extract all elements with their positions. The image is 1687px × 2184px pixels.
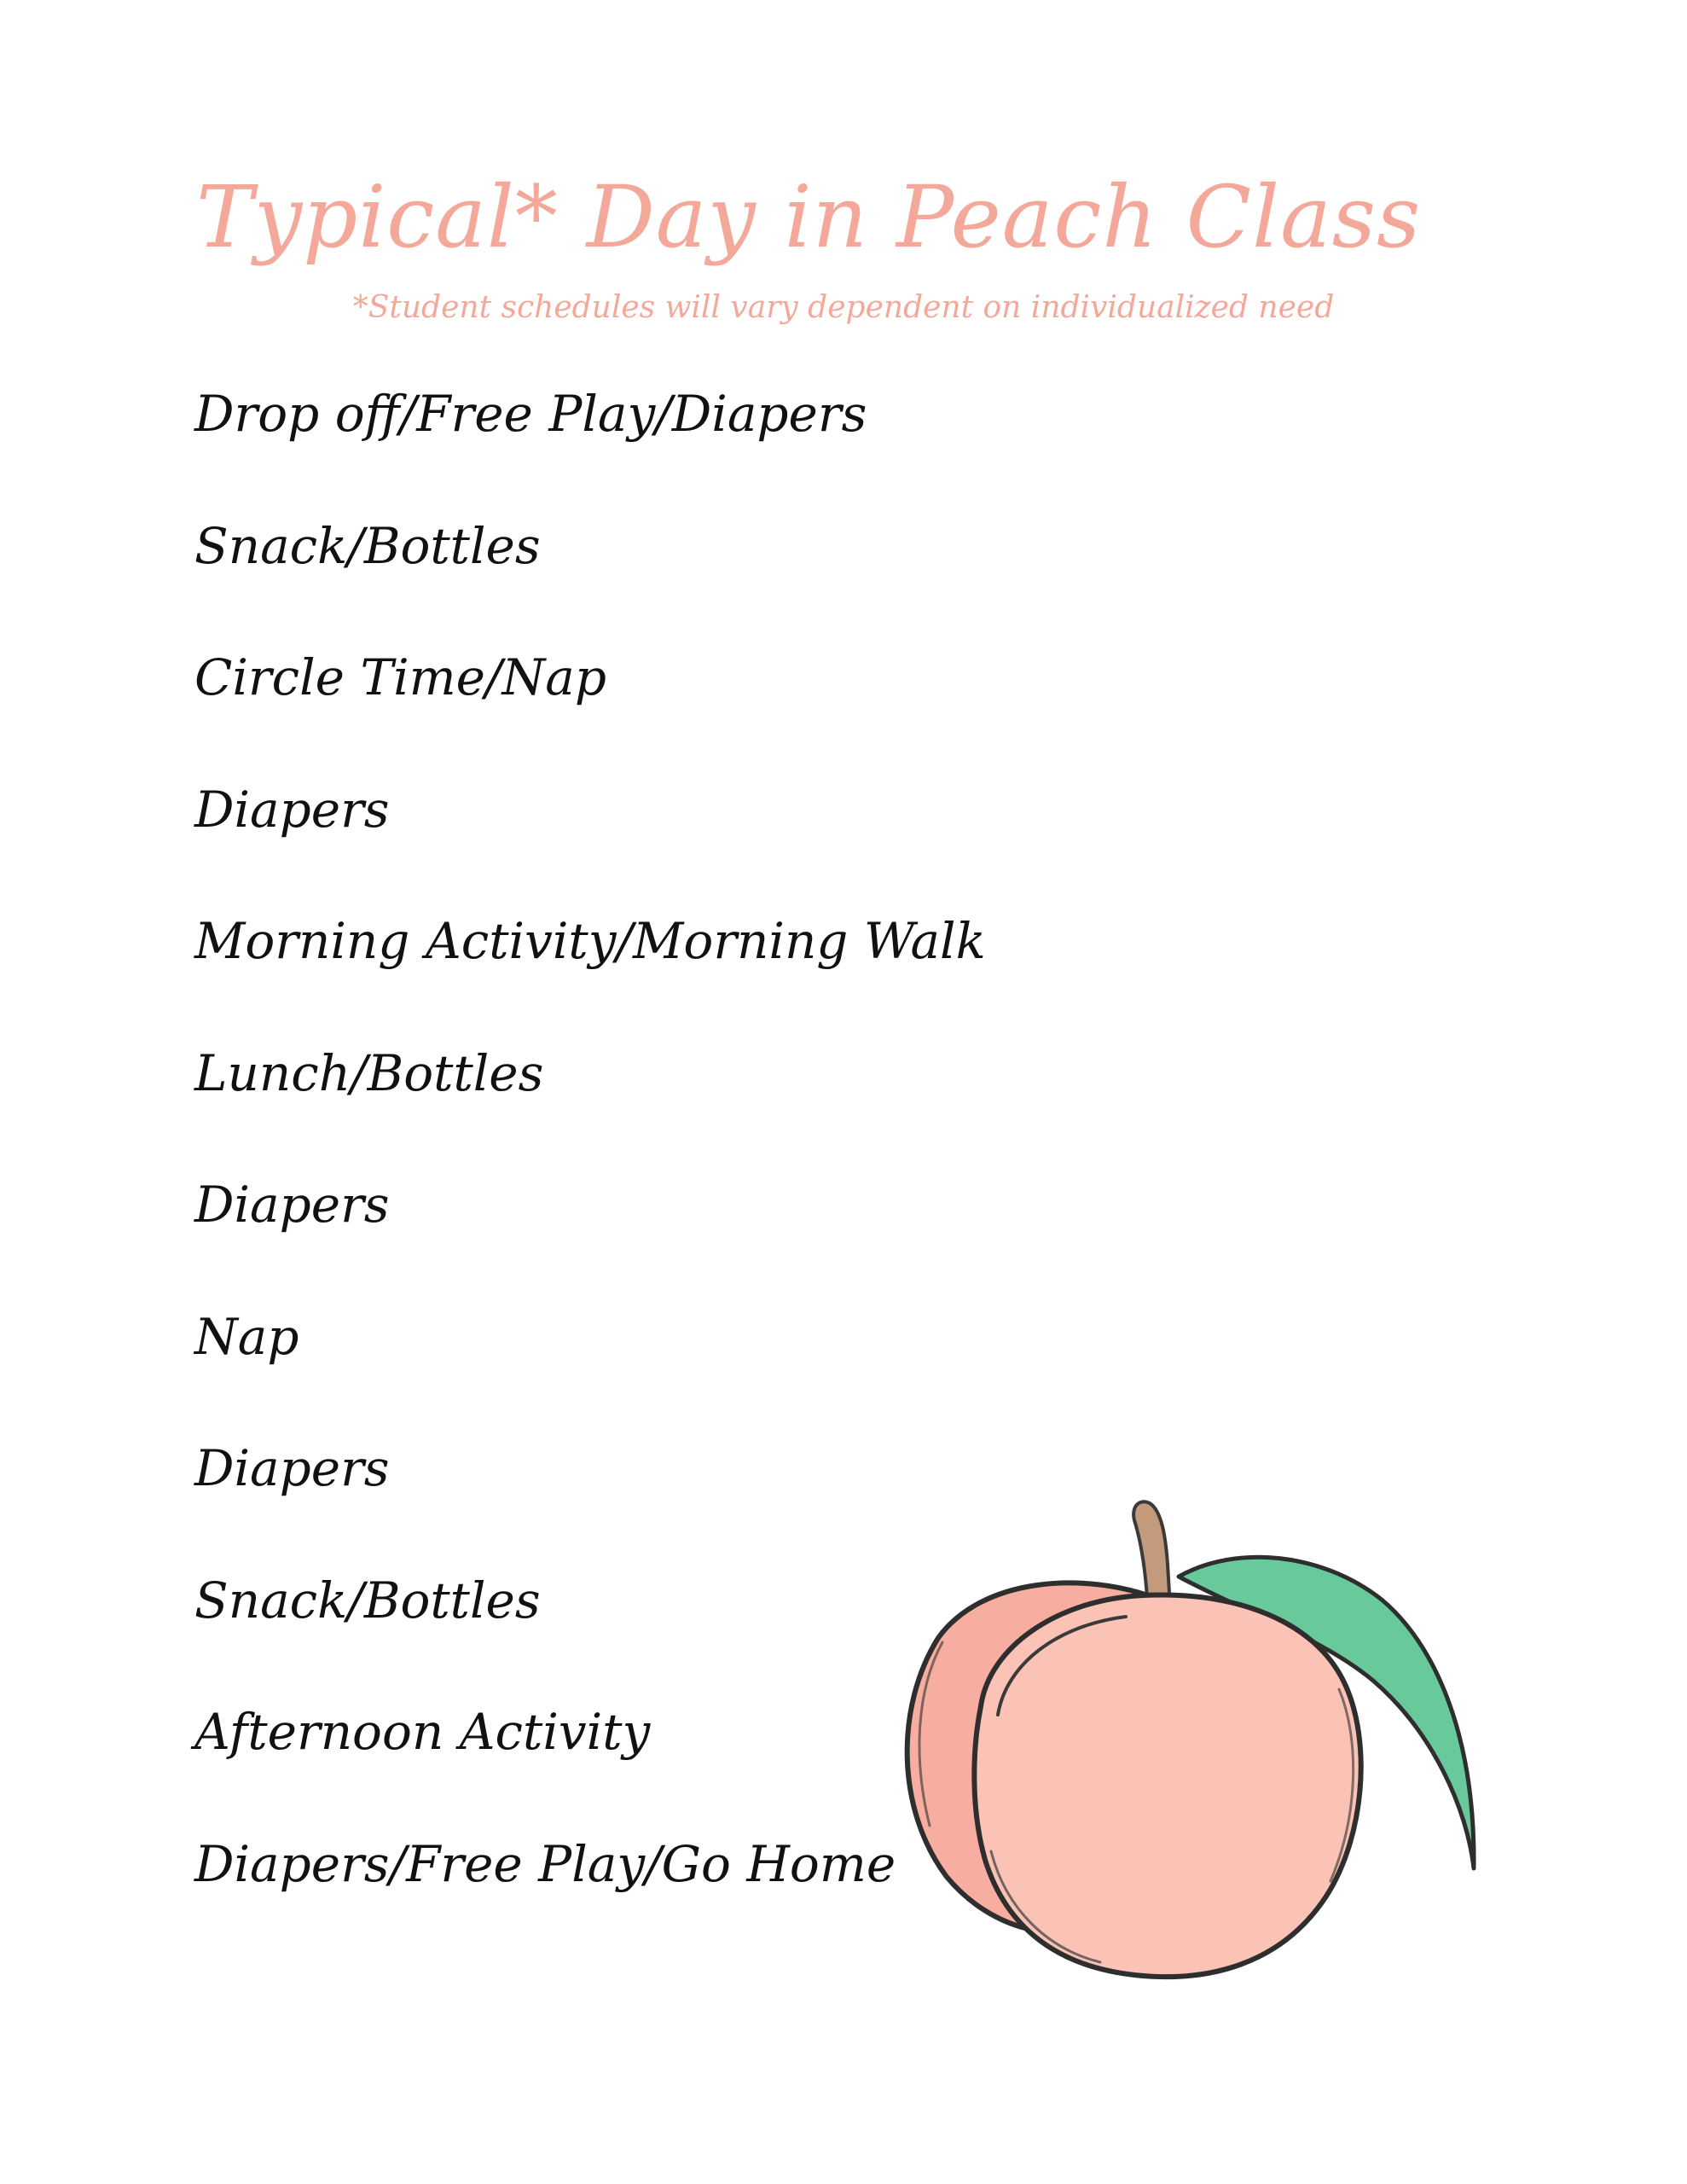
schedule-item: Morning Activity/Morning Walk bbox=[194, 912, 986, 970]
peach-icon bbox=[878, 1450, 1510, 1996]
schedule-item: Diapers bbox=[194, 780, 390, 839]
schedule-item: Drop off/Free Play/Diapers bbox=[194, 385, 867, 443]
page-title: Typical* Day in Peach Class bbox=[196, 167, 1422, 267]
schedule-item: Circle Time/Nap bbox=[194, 648, 607, 706]
schedule-item: Diapers/Free Play/Go Home bbox=[194, 1834, 896, 1893]
peach-body bbox=[974, 1595, 1360, 1978]
schedule-item: Lunch/Bottles bbox=[194, 1043, 544, 1102]
schedule-item: Diapers bbox=[194, 1176, 390, 1234]
schedule-item: Nap bbox=[194, 1307, 299, 1366]
schedule-item: Afternoon Activity bbox=[194, 1703, 651, 1761]
schedule-item: Diapers bbox=[194, 1439, 390, 1497]
schedule-footnote: *Student schedules will vary dependent on individualized need bbox=[352, 290, 1335, 325]
schedule-item: Snack/Bottles bbox=[194, 516, 541, 575]
schedule-list bbox=[194, 375, 986, 1957]
schedule-item: Snack/Bottles bbox=[194, 1571, 541, 1629]
